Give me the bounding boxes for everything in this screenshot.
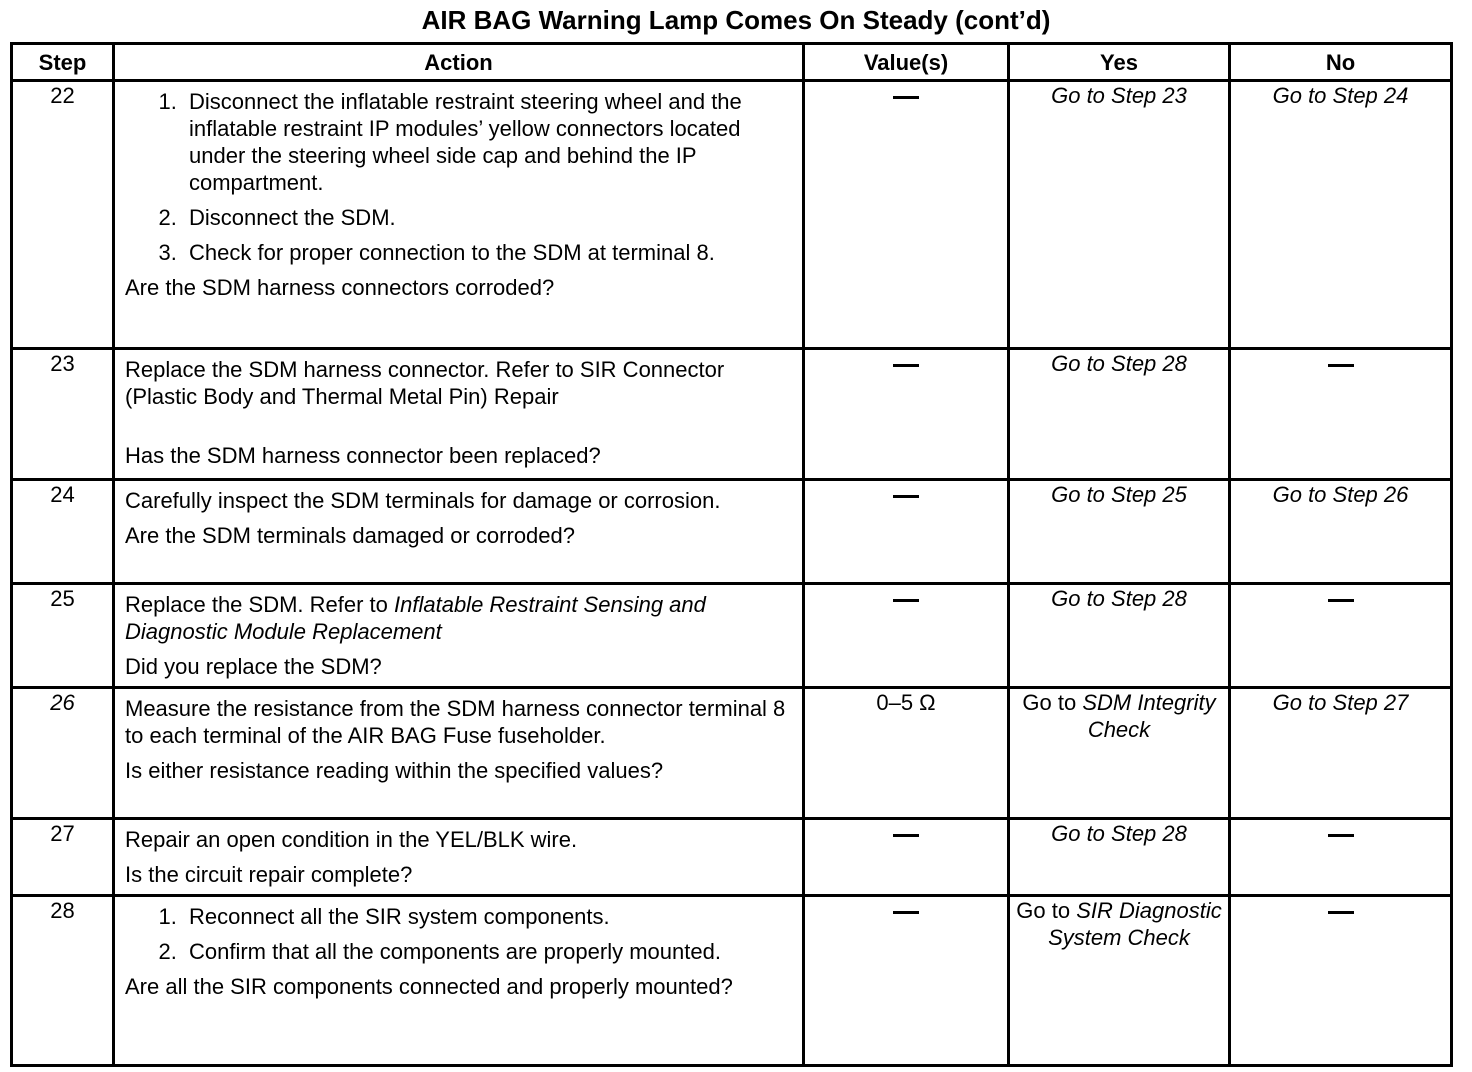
- yes-link: Go to Step 28: [1051, 351, 1187, 376]
- empty-value-dash: [893, 599, 919, 602]
- empty-value-dash: [893, 834, 919, 837]
- action-step: 1. Disconnect the inflatable restraint steering wheel and the inflatable restraint IP modules’ yellow connectors located under the steering wheel side cap and behind the IP compartment.: [183, 88, 792, 196]
- header-yes: Yes: [1009, 44, 1230, 81]
- action-cell: [114, 349, 804, 480]
- action-cell: [114, 81, 804, 349]
- action-text: Repair an open condition in the YEL/BLK wire.: [125, 827, 578, 852]
- empty-value-dash: [1328, 834, 1354, 837]
- no-cell: [1230, 480, 1452, 584]
- table-row-step-27: [12, 819, 1452, 896]
- yes-cell: [1009, 480, 1230, 584]
- empty-value-dash: [1328, 364, 1354, 367]
- table-row-step-28: [12, 896, 1452, 1066]
- step-number: 27: [12, 819, 114, 896]
- yes-cell: [1009, 349, 1230, 480]
- yes-cell: [1009, 81, 1230, 349]
- action-cell: [114, 584, 804, 688]
- action-cell: [114, 688, 804, 819]
- yes-link: Go to Step 25: [1051, 482, 1187, 507]
- action-cell: [114, 896, 804, 1066]
- empty-value-dash: [1328, 599, 1354, 602]
- yes-link: Go to Step 23: [1051, 83, 1187, 108]
- action-text: Measure the resistance from the SDM harness connector terminal 8 to each terminal of the AIR BAG Fuse fuseholder.: [125, 696, 786, 748]
- action-text: Replace the SDM harness connector. Refer to SIR Connector (Plastic Body and Thermal Metal Pin) Repair: [125, 357, 725, 409]
- action-question: Did you replace the SDM?: [125, 654, 382, 679]
- no-link: Go to Step 26: [1272, 482, 1409, 507]
- action-text-prefix: Replace the SDM. Refer to: [125, 592, 395, 617]
- table-row-step-26: [12, 688, 1452, 819]
- value-cell: [804, 896, 1009, 1066]
- header-step: Step: [12, 44, 114, 81]
- action-step: 3. Check for proper connection to the SDM at terminal 8.: [183, 239, 792, 266]
- action-question: Is the circuit repair complete?: [125, 862, 413, 887]
- header-no: No: [1230, 44, 1452, 81]
- header-action: Action: [114, 44, 804, 81]
- step-number: 24: [12, 480, 114, 584]
- header-row: [12, 44, 1452, 81]
- yes-cell: [1009, 819, 1230, 896]
- action-question: Has the SDM harness connector been replaced?: [125, 443, 601, 468]
- action-question: Are the SDM terminals damaged or corroded?: [125, 523, 575, 548]
- no-cell: [1230, 584, 1452, 688]
- page-title: AIR BAG Warning Lamp Comes On Steady (cont’d): [421, 5, 1051, 35]
- action-step: 2. Disconnect the SDM.: [183, 204, 792, 231]
- no-cell: [1230, 819, 1452, 896]
- value-cell: [804, 349, 1009, 480]
- empty-value-dash: [893, 911, 919, 914]
- step-number: 25: [12, 584, 114, 688]
- yes-link-prefix: Go to: [1022, 690, 1083, 715]
- empty-value-dash: [893, 495, 919, 498]
- action-question: Are all the SIR components connected and properly mounted?: [125, 974, 733, 999]
- no-cell: [1230, 688, 1452, 819]
- yes-link: SIR Diagnostic System Check: [1048, 898, 1222, 950]
- table-row-step-22: [12, 81, 1452, 349]
- yes-link-prefix: Go to: [1016, 898, 1077, 923]
- no-cell: [1230, 81, 1452, 349]
- yes-link: Go to Step 28: [1051, 821, 1187, 846]
- yes-link: SDM Integrity Check: [1082, 690, 1216, 742]
- header-values: Value(s): [804, 44, 1009, 81]
- procedure-reference: Inflatable Restraint Sensing and Diagnostic Module Replacement: [125, 592, 706, 644]
- step-number: 22: [12, 81, 114, 349]
- action-text: [125, 591, 792, 645]
- action-steps: [125, 88, 792, 266]
- no-cell: [1230, 896, 1452, 1066]
- yes-cell: [1009, 896, 1230, 1066]
- empty-value-dash: [893, 96, 919, 99]
- action-text: Carefully inspect the SDM terminals for damage or corrosion.: [125, 488, 721, 513]
- value-cell: [804, 584, 1009, 688]
- table-row-step-24: [12, 480, 1452, 584]
- action-step: 2. Confirm that all the components are properly mounted.: [183, 938, 792, 965]
- empty-value-dash: [1328, 911, 1354, 914]
- value-cell: [804, 819, 1009, 896]
- empty-value-dash: [893, 364, 919, 367]
- yes-cell: [1009, 688, 1230, 819]
- no-cell: [1230, 349, 1452, 480]
- action-cell: [114, 819, 804, 896]
- action-cell: [114, 480, 804, 584]
- action-step: 1. Reconnect all the SIR system components.: [183, 903, 792, 930]
- yes-link: Go to Step 28: [1051, 586, 1187, 611]
- step-number: 23: [12, 349, 114, 480]
- value-cell: [804, 480, 1009, 584]
- value-cell: [804, 81, 1009, 349]
- action-steps: [125, 903, 792, 965]
- action-question: Are the SDM harness connectors corroded?: [125, 275, 555, 300]
- no-link: Go to Step 27: [1272, 690, 1409, 715]
- yes-cell: [1009, 584, 1230, 688]
- table-row-step-23: [12, 349, 1452, 480]
- step-number: 26: [12, 688, 114, 819]
- no-link: Go to Step 24: [1272, 83, 1409, 108]
- table-row-step-25: [12, 584, 1452, 688]
- step-number: 28: [12, 896, 114, 1066]
- value-cell: [804, 688, 1009, 819]
- action-question: Is either resistance reading within the specified values?: [125, 758, 664, 783]
- resistance-spec: 0–5 Ω: [876, 690, 936, 715]
- diagnostic-table: [10, 42, 1453, 1067]
